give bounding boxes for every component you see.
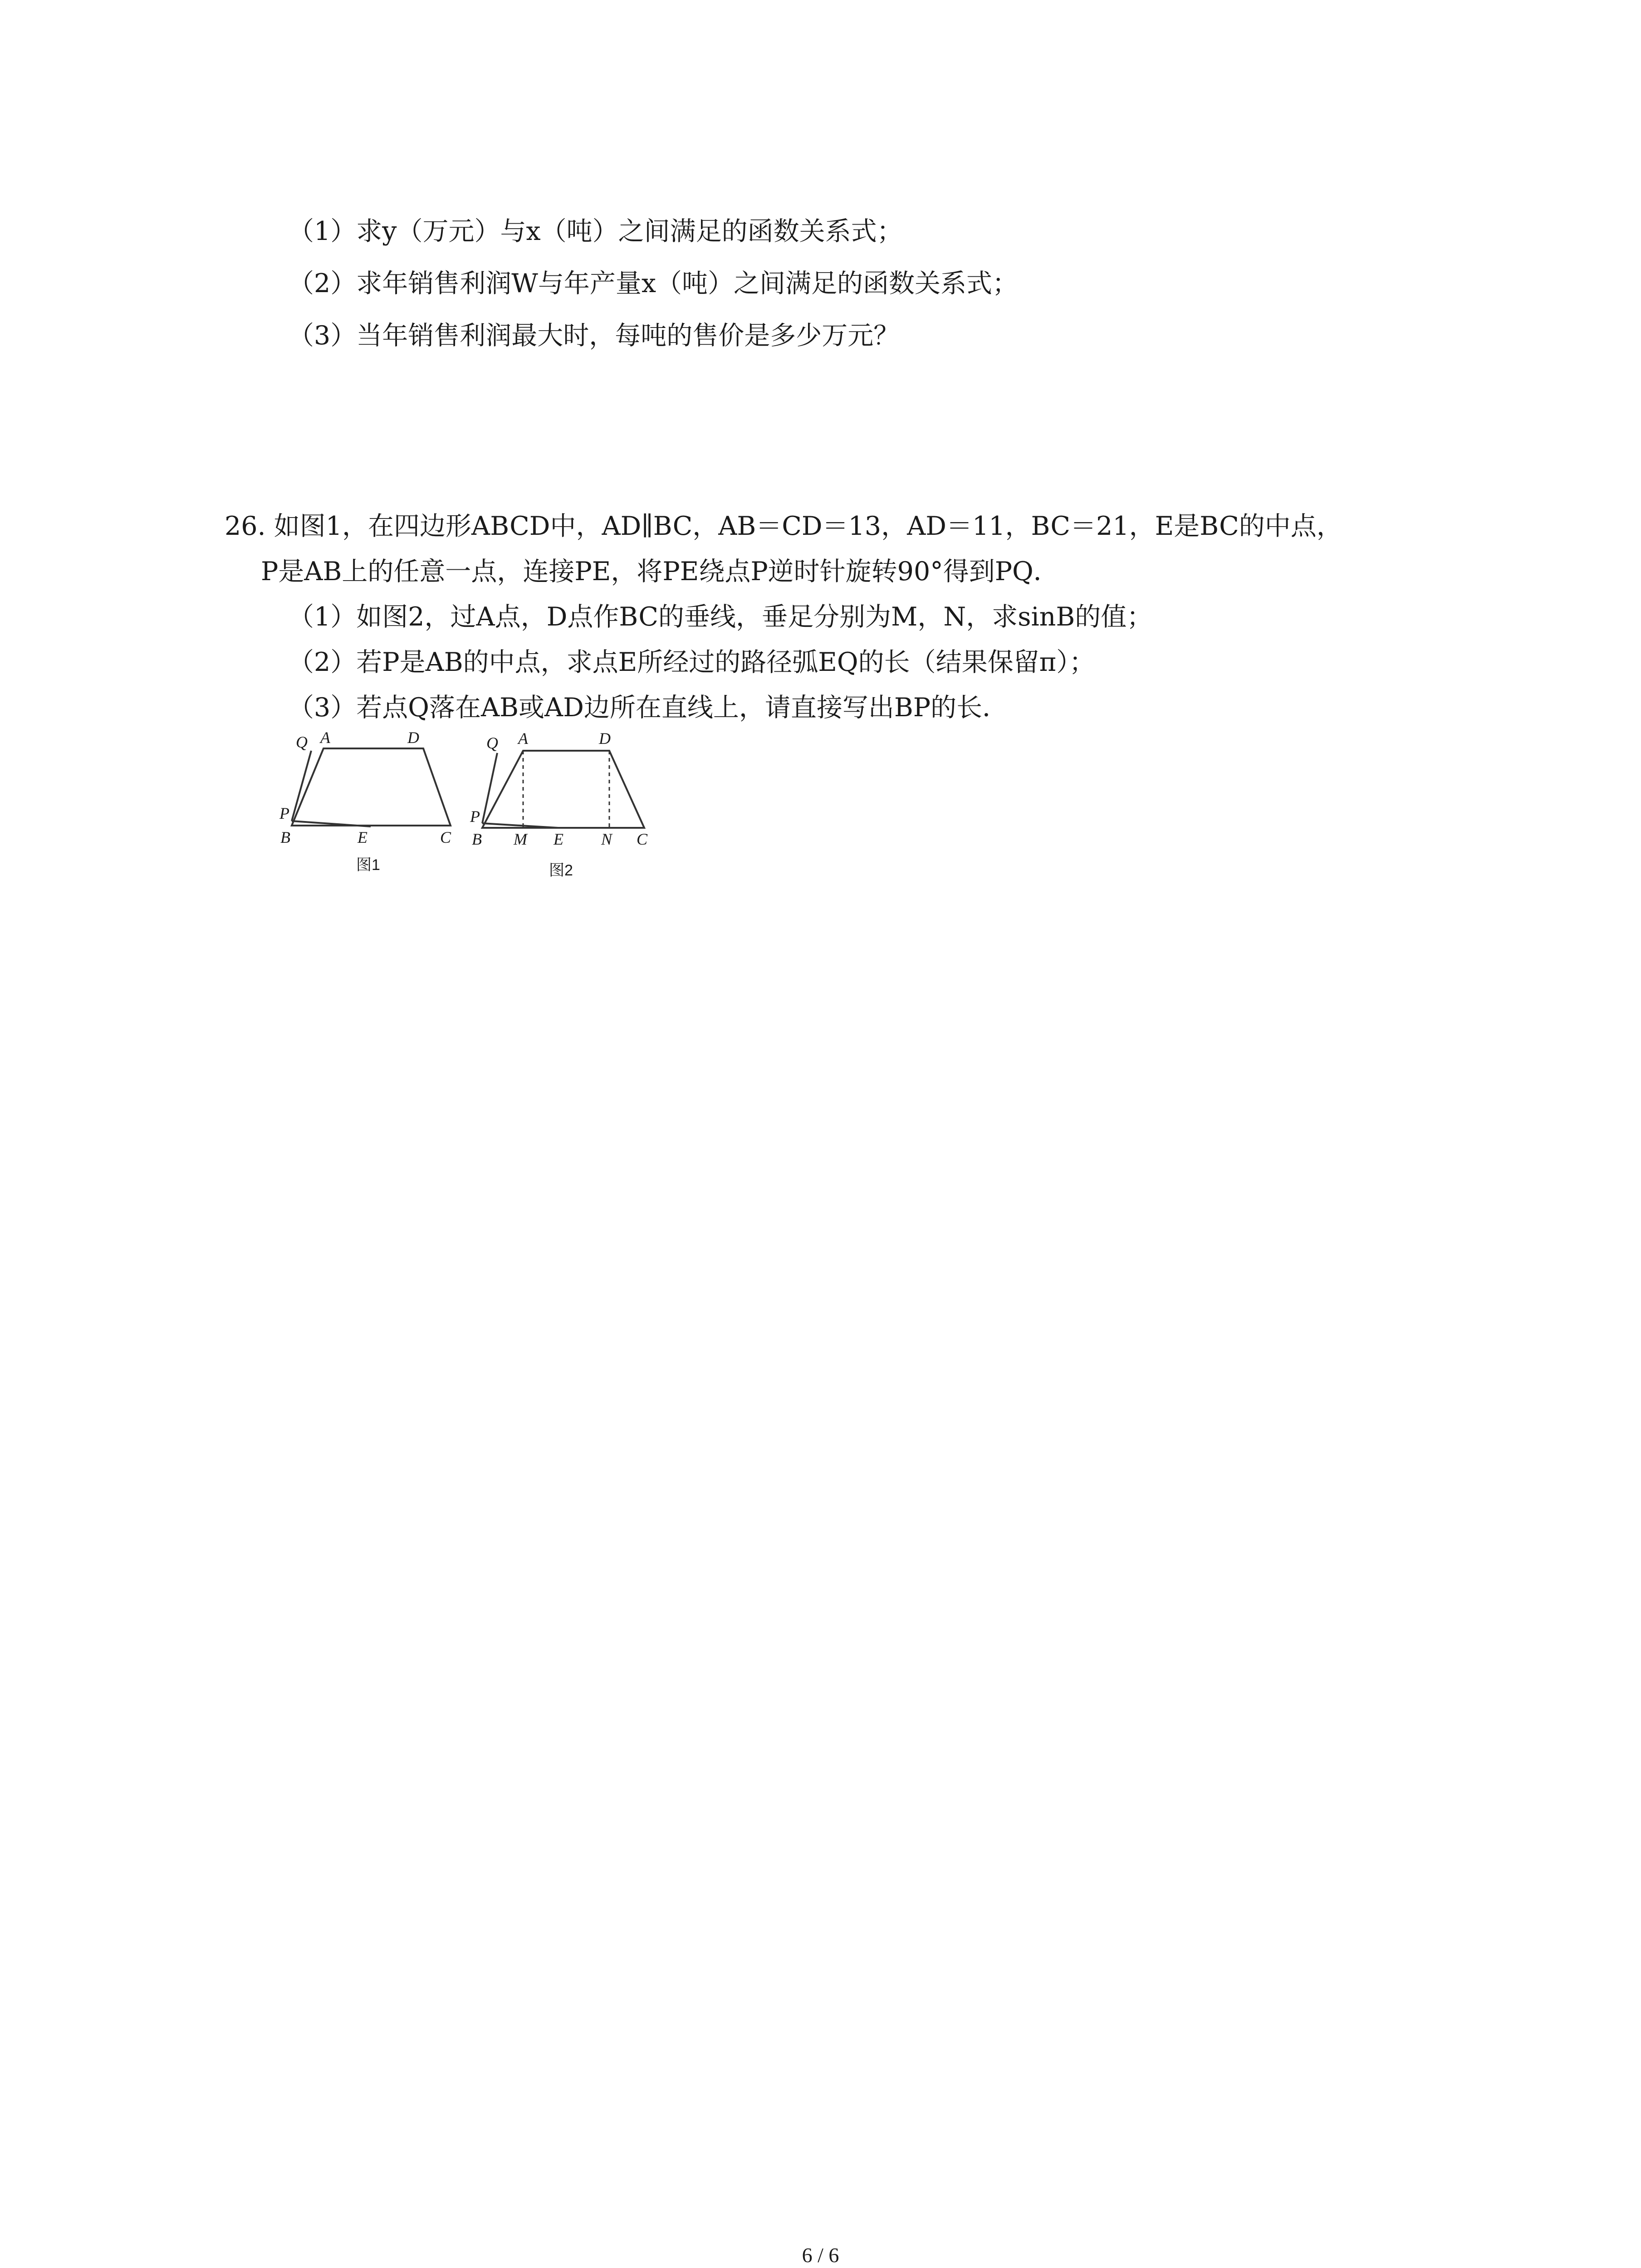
q26-stem-line-2: P是AB上的任意一点，连接PE，将PE绕点P逆时针旋转90°得到PQ． bbox=[261, 557, 1059, 587]
figure-2-label-p: P bbox=[470, 807, 480, 826]
figure-1-label-q: Q bbox=[296, 733, 308, 751]
q26-part-3: （3）若点Q落在AB或AD边所在直线上，请直接写出BP的长． bbox=[288, 693, 1009, 723]
q26-part-1: （1）如图2，过A点，D点作BC的垂线，垂足分别为M，N，求sinB的值； bbox=[288, 602, 1153, 632]
figure-2-label-e: E bbox=[554, 830, 563, 848]
figure-2-label-d: D bbox=[599, 729, 611, 748]
q26-figures bbox=[263, 726, 694, 889]
figure-2-label-c: C bbox=[637, 830, 648, 848]
figure-2-label-b: B bbox=[472, 830, 482, 848]
figure-2-caption: 图2 bbox=[549, 862, 573, 879]
prev-question-part-1: （1）求y（万元）与x（吨）之间满足的函数关系式； bbox=[288, 216, 903, 246]
figure-2-trapezoid bbox=[482, 751, 644, 828]
page-number: 6 / 6 bbox=[802, 2244, 839, 2267]
q26-stem-line-1: 26. 如图1，在四边形ABCD中，AD∥BC，AB＝CD＝13，AD＝11，BC＝21，E是BC的中点， bbox=[225, 511, 1342, 541]
figure-1-label-b: B bbox=[280, 828, 290, 846]
figure-2-perpendiculars bbox=[523, 751, 609, 828]
figure-1-label-c: C bbox=[440, 828, 451, 846]
figure-1-trapezoid bbox=[292, 748, 451, 826]
figure-2-label-a: A bbox=[518, 729, 528, 748]
q26-part-2: （2）若P是AB的中点，求点E所经过的路径弧EQ的长（结果保留π）； bbox=[288, 647, 1095, 677]
prev-question-part-3: （3）当年销售利润最大时，每吨的售价是多少万元？ bbox=[288, 321, 900, 351]
figure-1-label-e: E bbox=[358, 828, 367, 846]
figure-2 bbox=[482, 751, 644, 828]
figure-2-label-n: N bbox=[601, 830, 612, 848]
figure-2-label-m: M bbox=[514, 830, 527, 848]
figure-1-label-d: D bbox=[407, 728, 419, 747]
figure-1 bbox=[292, 748, 451, 826]
figure-1-caption: 图1 bbox=[356, 856, 380, 874]
prev-question-part-2: （2）求年销售利润W与年产量x（吨）之间满足的函数关系式； bbox=[288, 269, 1018, 298]
figure-1-label-a: A bbox=[320, 728, 330, 747]
figure-1-label-p: P bbox=[279, 804, 289, 822]
figure-2-label-q: Q bbox=[486, 734, 498, 752]
